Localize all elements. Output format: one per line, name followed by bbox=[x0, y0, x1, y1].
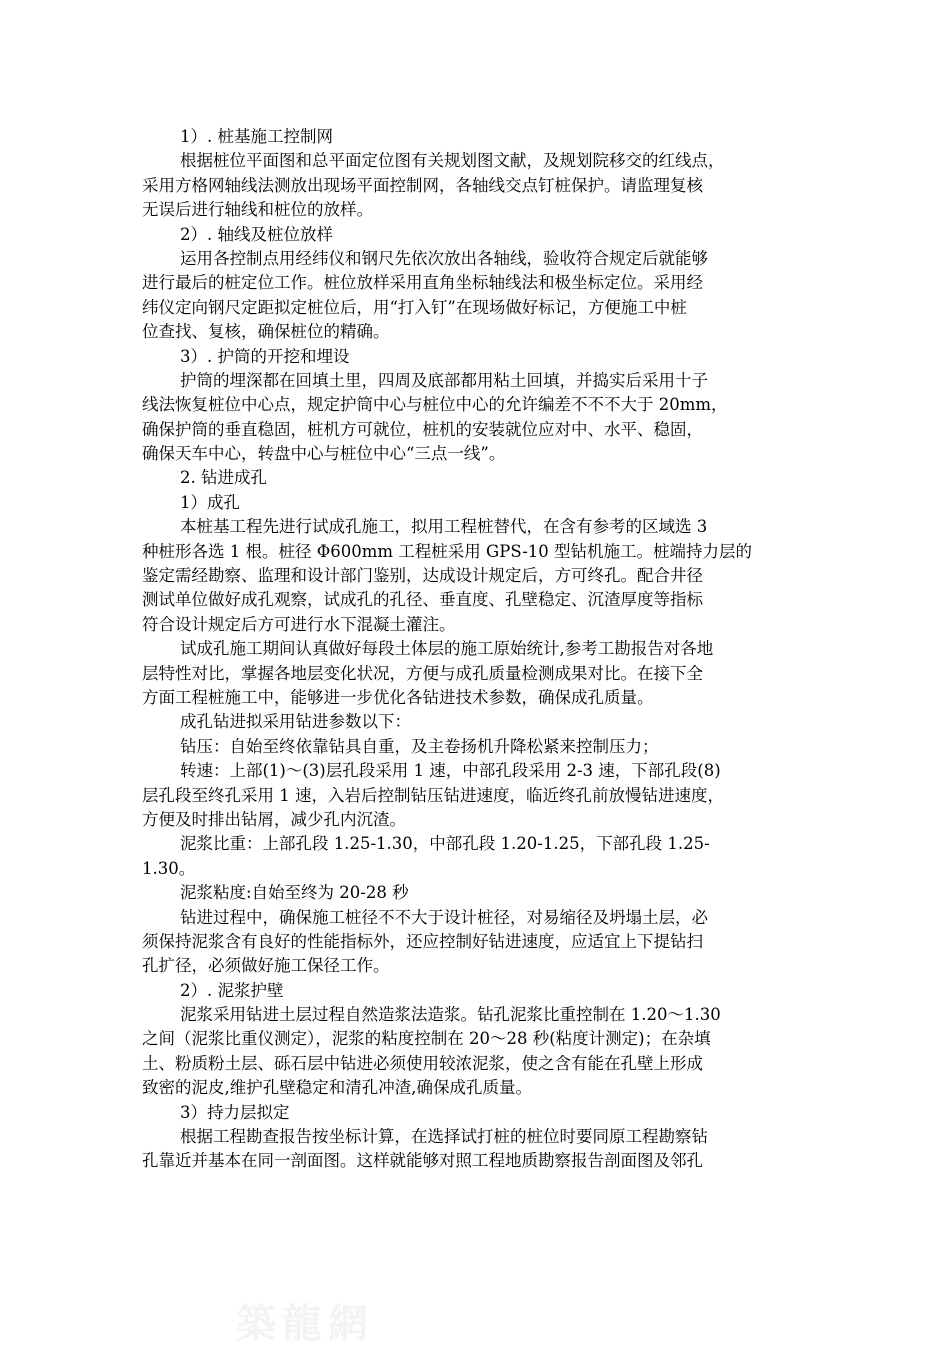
text-line: 成孔钻进拟采用钻进参数以下： bbox=[180, 712, 411, 732]
text-line: 3）持力层拟定 bbox=[180, 1102, 290, 1122]
text-line: 运用各控制点用经纬仪和钢尺先依次放出各轴线，验收符合规定后就能够 bbox=[180, 248, 708, 268]
text-line: 测试单位做好成孔观察，试成孔的孔径、垂直度、孔壁稳定、沉渣厚度等指标 bbox=[142, 590, 703, 610]
text-line: 本桩基工程先进行试成孔施工，拟用工程桩替代，在含有参考的区域选 3 bbox=[180, 517, 708, 537]
text-line: 进行最后的桩定位工作。桩位放样采用直角坐标轴线法和极坐标定位。采用经 bbox=[142, 273, 703, 293]
text-line: 1）. 桩基施工控制网 bbox=[180, 127, 333, 146]
text-line: 须保持泥浆含有良好的性能指标外，还应控制好钻进速度，应适宜上下提钻扫 bbox=[142, 931, 703, 951]
text-line: 泥浆比重：上部孔段 1.25-1.30，中部孔段 1.20-1.25，下部孔段 1.25- bbox=[180, 834, 710, 854]
text-line: 泥浆采用钻进土层过程自然造浆法造浆。钻孔泥浆比重控制在 1.20～1.30 bbox=[180, 1005, 721, 1025]
text-line: 钻进过程中，确保施工桩径不不大于设计桩径，对易缩径及坍塌土层，必 bbox=[180, 907, 708, 927]
text-line: 符合设计规定后方可进行水下混凝土灌注。 bbox=[142, 614, 456, 634]
text-line: 层孔段至终孔采用 1 速，入岩后控制钻压钻进速度，临近终孔前放慢钻进速度， bbox=[142, 785, 724, 805]
text-line: 孔靠近并基本在同一剖面图。这样就能够对照工程地质勘察报告剖面图及邻孔 bbox=[142, 1151, 703, 1171]
text-line: 护筒的埋深都在回填土里，四周及底部都用粘土回填，并捣实后采用十子 bbox=[180, 370, 708, 390]
text-line: 1.30。 bbox=[142, 858, 196, 878]
text-line: 2. 钻进成孔 bbox=[180, 468, 267, 488]
text-line: 泥浆粘度:自始至终为 20-28 秒 bbox=[180, 883, 409, 903]
text-line: 2）. 泥浆护壁 bbox=[180, 980, 284, 1000]
text-line: 转速：上部(1)～(3)层孔段采用 1 速，中部孔段采用 2-3 速，下部孔段(8) bbox=[180, 761, 721, 781]
text-line: 位查找、复核，确保桩位的精确。 bbox=[142, 322, 390, 342]
text-line: 无误后进行轴线和桩位的放样。 bbox=[142, 200, 373, 220]
text-line: 方便及时排出钻屑，减少孔内沉渣。 bbox=[142, 809, 406, 829]
text-line: 土、粉质粉土层、砾石层中钻进必须使用较浓泥浆，使之含有能在孔壁上形成 bbox=[142, 1053, 703, 1073]
text-line: 确保护筒的垂直稳固，桩机方可就位，桩机的安装就位应对中、水平、稳固， bbox=[142, 419, 703, 439]
document-body bbox=[142, 125, 814, 1174]
text-line: 致密的泥皮,维护孔壁稳定和清孔冲渣,确保成孔质量。 bbox=[142, 1078, 532, 1098]
text-line: 1）成孔 bbox=[180, 492, 240, 512]
text-line: 根据桩位平面图和总平面定位图有关规划图文献，及规划院移交的红线点， bbox=[180, 151, 725, 171]
text-line: 之间（泥浆比重仪测定），泥浆的粘度控制在 20～28 秒(粘度计测定)；在杂填 bbox=[142, 1029, 711, 1049]
text-line: 种桩形各选 1 根。桩径 Φ600mm 工程桩采用 GPS-10 型钻机施工。桩端持力层的 bbox=[142, 541, 753, 561]
text-line: 确保天车中心，转盘中心与桩位中心“三点一线”。 bbox=[142, 444, 506, 464]
text-line: 线法恢复桩位中心点，规定护筒中心与桩位中心的允许编差不不不大于 20mm， bbox=[142, 395, 728, 415]
text-line: 根据工程勘查报告按坐标计算，在选择试打桩的桩位时要同原工程勘察钻 bbox=[180, 1127, 708, 1147]
text-line: 鉴定需经勘察、监理和设计部门鉴别，达成设计规定后，方可终孔。配合井径 bbox=[142, 566, 703, 586]
text-line: 试成孔施工期间认真做好每段土体层的施工原始统计,参考工勘报告对各地 bbox=[180, 639, 714, 659]
text-line: 钻压：自始至终依靠钻具自重，及主卷扬机升降松紧来控制压力； bbox=[180, 736, 659, 756]
watermark-logo: 築龍網 bbox=[236, 1301, 374, 1347]
text-line: 层特性对比，掌握各地层变化状况，方便与成孔质量检测成果对比。在接下全 bbox=[142, 663, 703, 683]
text-line: 3）. 护筒的开挖和埋设 bbox=[180, 346, 350, 366]
text-line: 采用方格网轴线法测放出现场平面控制网，各轴线交点钉桩保护。请监理复核 bbox=[142, 175, 703, 195]
text-line: 纬仪定向钢尺定距拟定桩位后，用“打入钉”在现场做好标记，方便施工中桩 bbox=[142, 297, 687, 317]
text-line: 孔扩径，必须做好施工保径工作。 bbox=[142, 956, 390, 976]
text-line: 2）. 轴线及桩位放样 bbox=[180, 224, 333, 244]
text-line: 方面工程桩施工中，能够进一步优化各钻进技术参数，确保成孔质量。 bbox=[142, 687, 654, 707]
